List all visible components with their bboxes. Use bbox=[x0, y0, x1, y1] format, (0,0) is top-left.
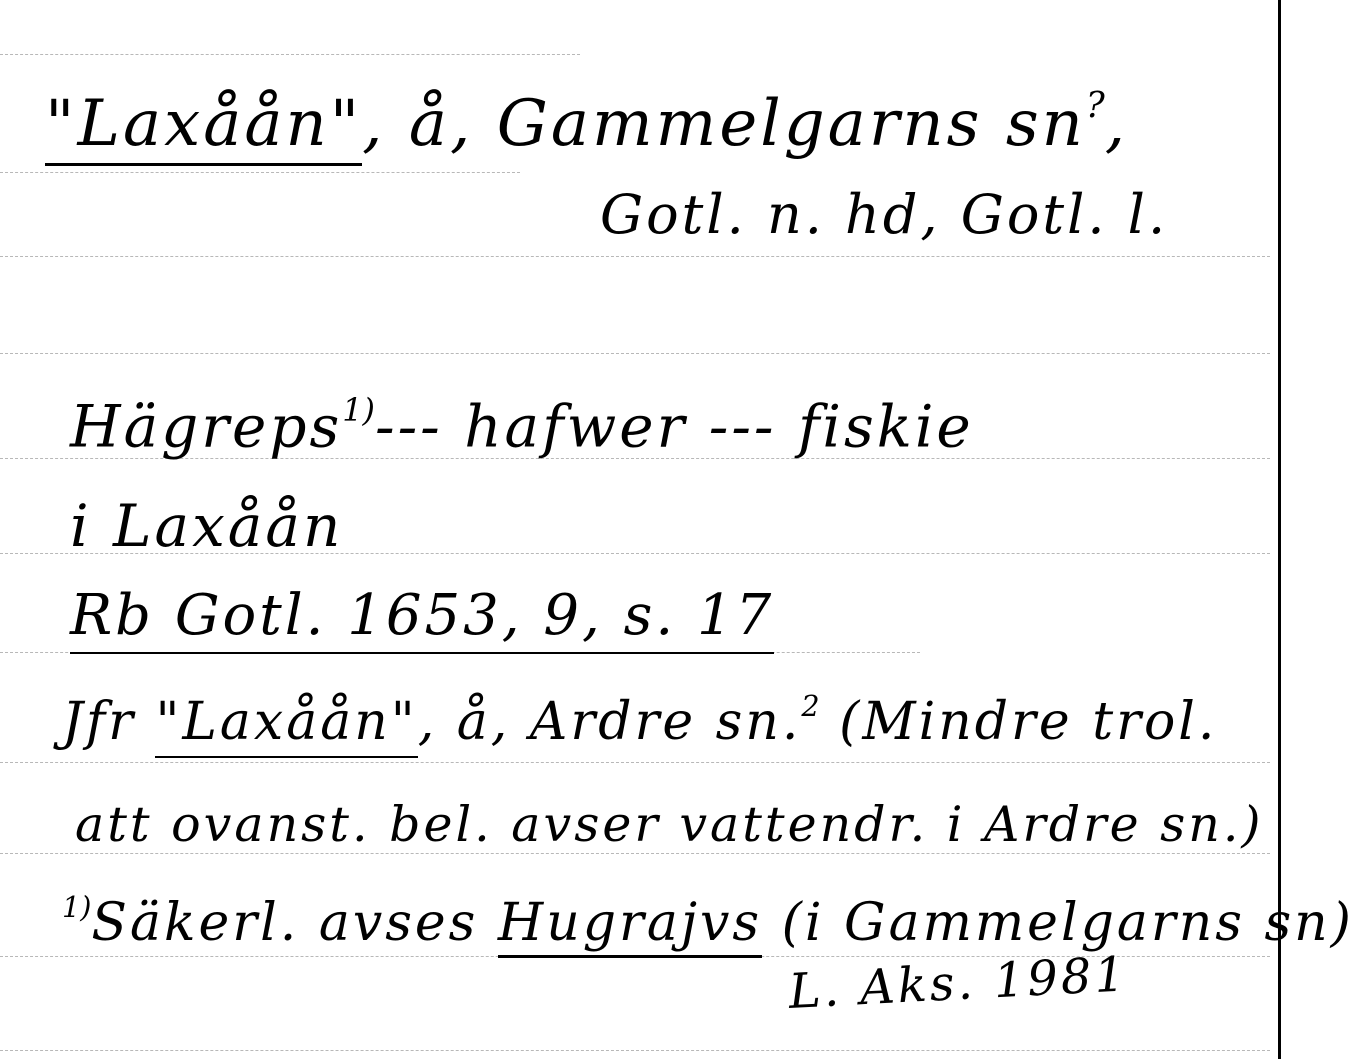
cf-note-marker: 2 bbox=[801, 689, 820, 723]
ruled-line bbox=[0, 853, 1270, 854]
cf-place-name: "Laxåån" bbox=[155, 692, 417, 758]
footnote-marker: 1) bbox=[62, 890, 92, 924]
ruled-line bbox=[0, 353, 1270, 354]
footnote-term: Hugrajvs bbox=[498, 893, 762, 958]
ruled-line bbox=[0, 256, 1270, 257]
signature-line bbox=[787, 946, 1130, 1020]
footnote-parish: (i Gammelgarns sn) bbox=[762, 892, 1354, 953]
footnote-text: Säkerl. avses bbox=[91, 892, 498, 953]
location-text: Gotl. n. hd, Gotl. l. bbox=[600, 183, 1169, 246]
ruled-line bbox=[0, 54, 580, 55]
location-line bbox=[600, 183, 1169, 246]
quote-rest: --- hafwer --- fiskie bbox=[374, 392, 974, 461]
parish-query: ? bbox=[1085, 85, 1105, 126]
cf-place-detail: , å, Ardre sn. bbox=[417, 691, 802, 752]
cf-abbrev: Jfr bbox=[62, 691, 136, 752]
footnote-line bbox=[62, 890, 1354, 953]
ruled-line bbox=[0, 172, 520, 173]
quote-line-2 bbox=[70, 492, 344, 560]
ruled-line bbox=[0, 1050, 1270, 1051]
quote-word: Hägreps bbox=[70, 392, 343, 461]
source-line bbox=[70, 583, 775, 648]
cf-remark: (Mindre trol. bbox=[819, 691, 1218, 752]
signature: L. Aks. 1981 bbox=[787, 946, 1130, 1020]
parish-separator: , bbox=[1104, 87, 1129, 162]
cf-remark-continued: att ovanst. bel. avser vattendr. i Ardre sn.) bbox=[75, 796, 1264, 853]
source-reference: Rb Gotl. 1653, 9, s. 17 bbox=[70, 583, 774, 654]
heading-line bbox=[45, 85, 1129, 162]
feature-type: , å, bbox=[362, 87, 497, 162]
cf-line-2 bbox=[75, 796, 1264, 853]
quote-line-1 bbox=[70, 391, 974, 461]
place-name: "Laxåån" bbox=[45, 87, 362, 166]
parish-name: Gammelgarns sn bbox=[496, 87, 1086, 162]
quote-note-marker: 1) bbox=[342, 391, 375, 429]
quote-text: i Laxåån bbox=[70, 492, 344, 560]
cf-line-1 bbox=[62, 689, 1218, 752]
ruled-line bbox=[0, 762, 1270, 763]
